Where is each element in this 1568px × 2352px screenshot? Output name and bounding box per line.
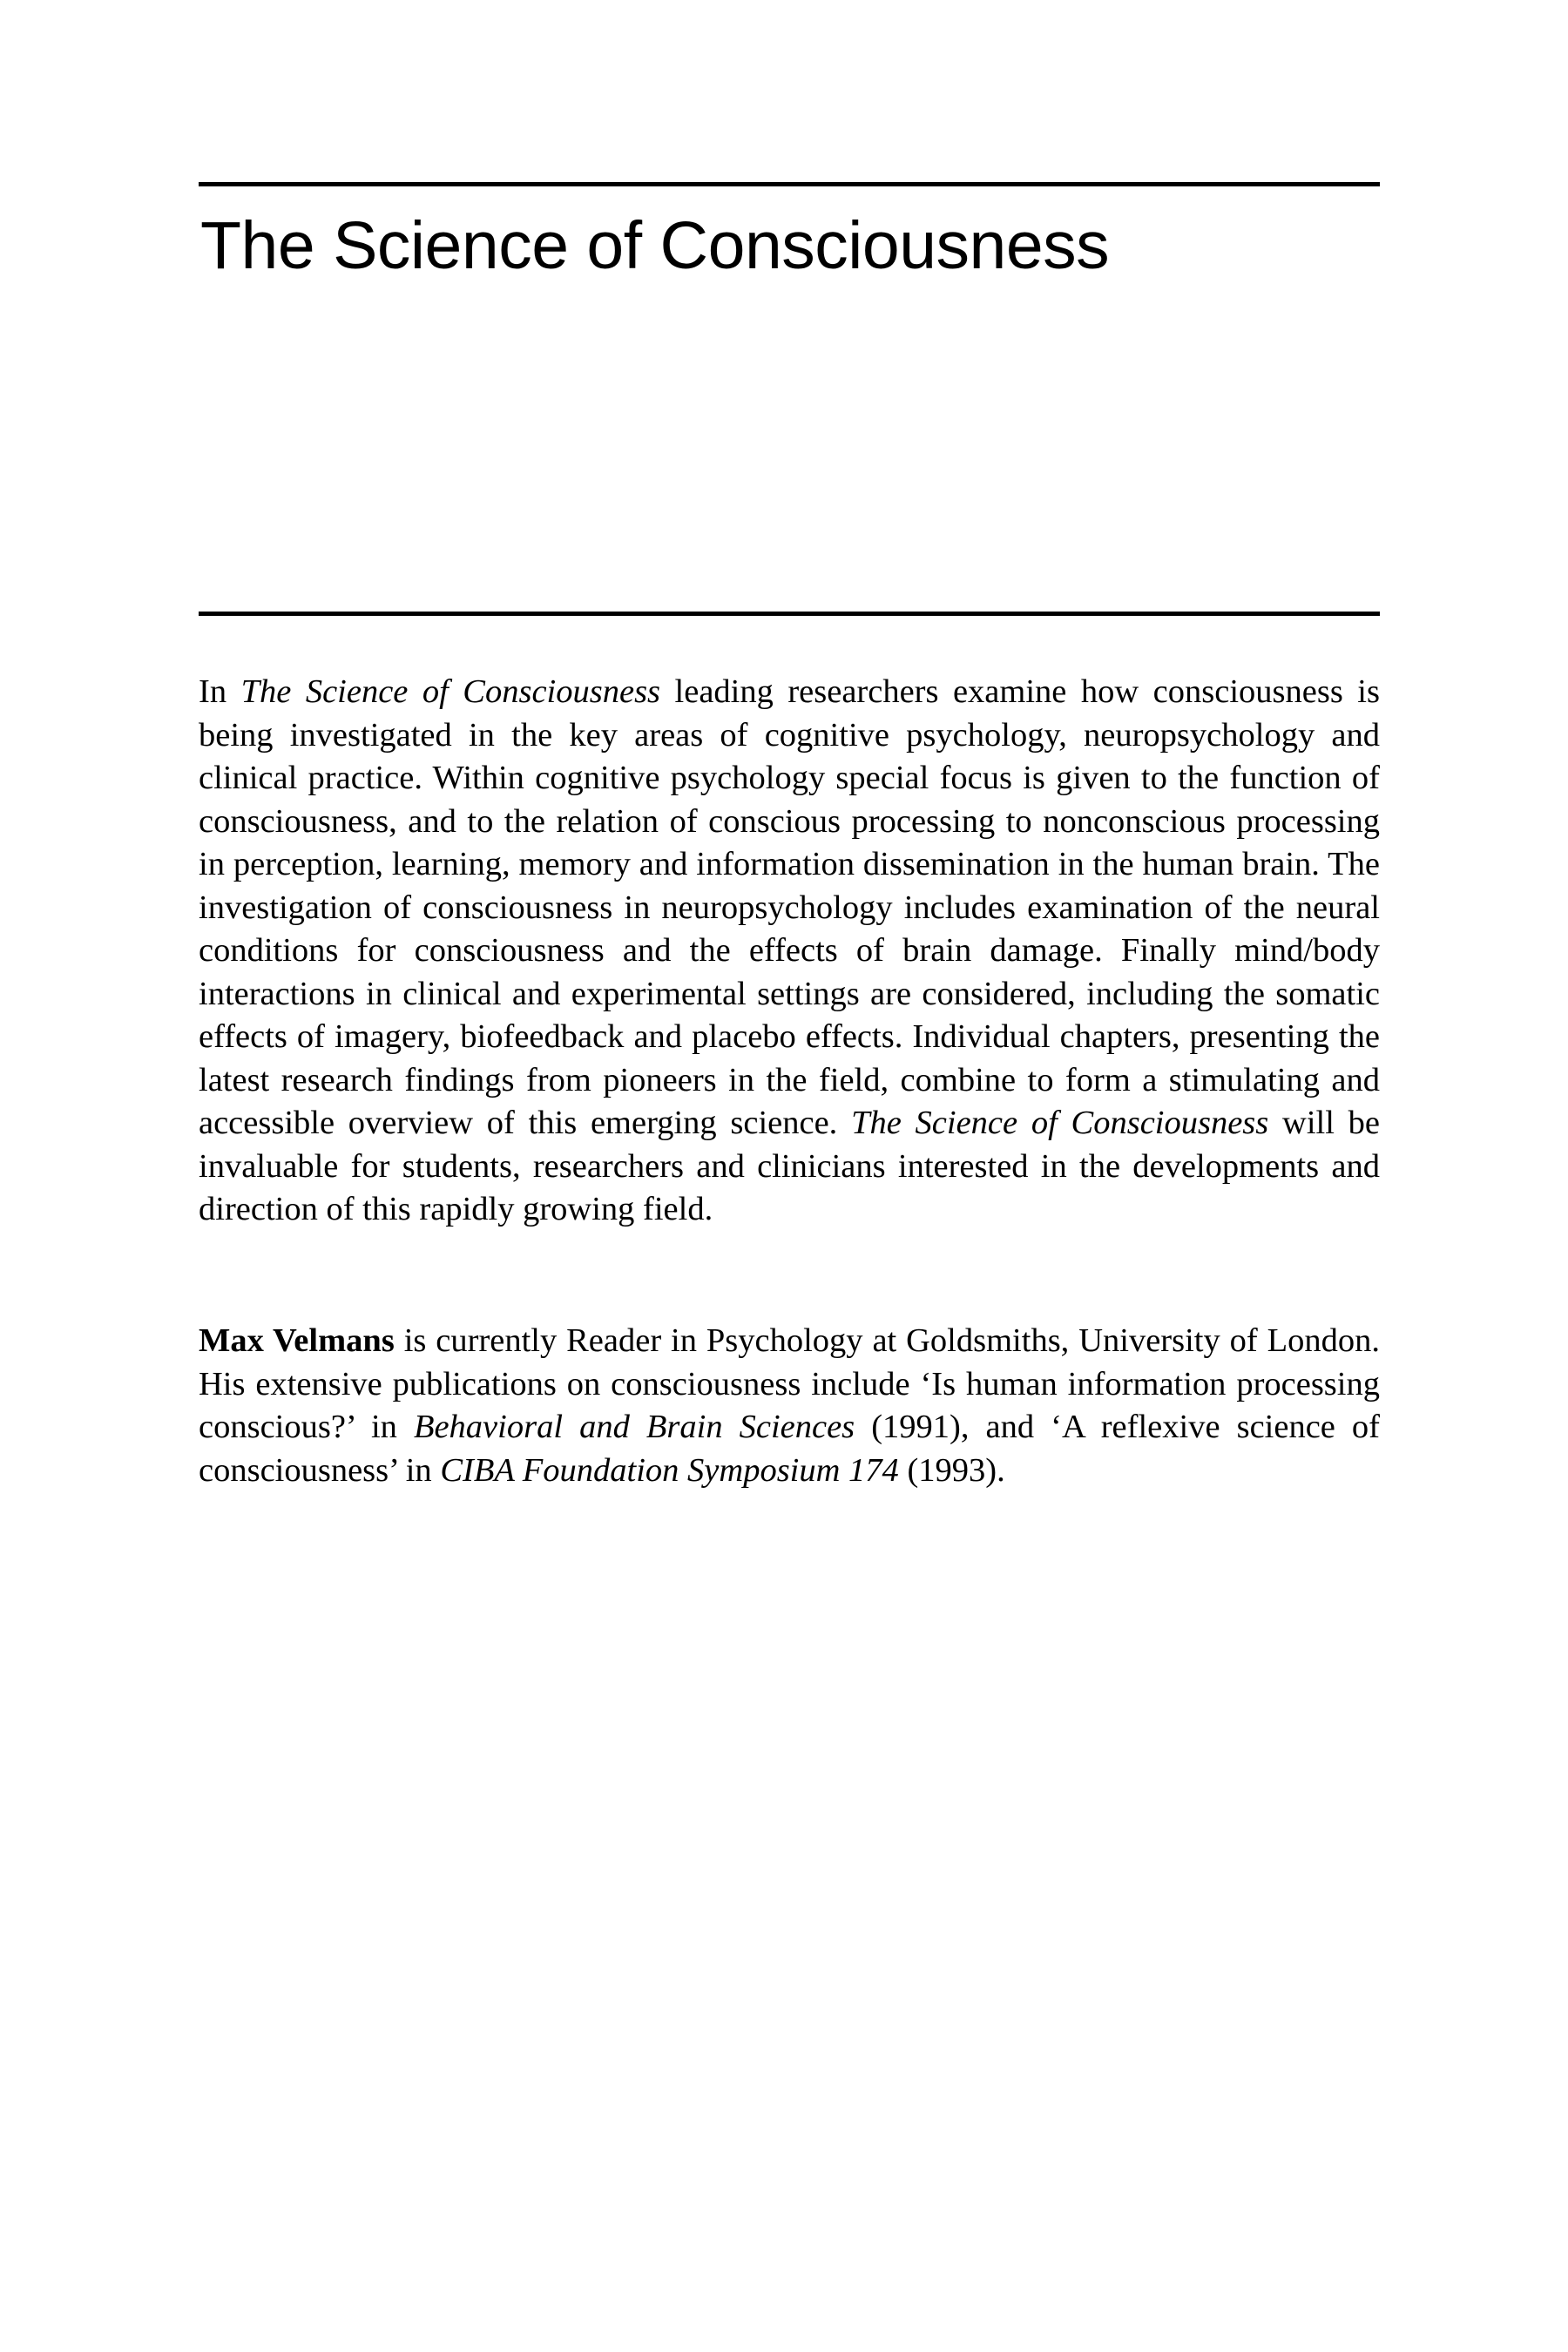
- symposium-title: CIBA Foundation Symposium 174: [440, 1451, 899, 1489]
- blurb-text-2: will be invaluable for students, researchers and clinicians interested in the developments and direction of this rapidly growing field.: [199, 1105, 1380, 1227]
- journal-title: Behavioral and Brain Sciences: [413, 1409, 855, 1445]
- top-rule: [199, 182, 1380, 186]
- book-description: [199, 671, 1380, 1232]
- blurb-text-1: leading researchers examine how consciousness is being investigated in the key areas of cognitive psychology, neuropsychology and clinical practice. Within cognitive psychology special focus is given to the function of consciousness, and to the relation of conscious processing to nonconscious processing in perception, learning, memory and information dissemination in the human brain. The investigation of consciousness in neuropsychology includes examination of the neural conditions for consciousness and the effects of brain damage. Finally mind/body interactions in clinical and experimental settings are considered, including the somatic effects of imagery, biofeedback and placebo effects. Individual chapters, presenting the latest research findings from pioneers in the field, combine to form a stimulating and accessible overview of this emerging science.: [199, 673, 1380, 1141]
- blurb-intro: In: [199, 673, 241, 710]
- middle-rule: [199, 612, 1380, 616]
- blurb-book-title-italic: The Science of Consciousness: [240, 673, 661, 710]
- author-bio-text-2: (1991), and ‘A reflexive science of consciousness’ in: [199, 1409, 1380, 1489]
- blurb-book-title-italic-2: The Science of Consciousness: [851, 1105, 1269, 1141]
- author-bio-text-3: (1993).: [898, 1451, 1005, 1489]
- author-bio: [199, 1320, 1380, 1492]
- book-title: The Science of Consciousness: [200, 208, 1110, 283]
- author-name: Max Velmans: [199, 1322, 395, 1359]
- author-bio-text-1: is currently Reader in Psychology at Goldsmiths, University of London. His extensive publications on consciousness include ‘Is human information processing conscious?’ in: [199, 1322, 1380, 1445]
